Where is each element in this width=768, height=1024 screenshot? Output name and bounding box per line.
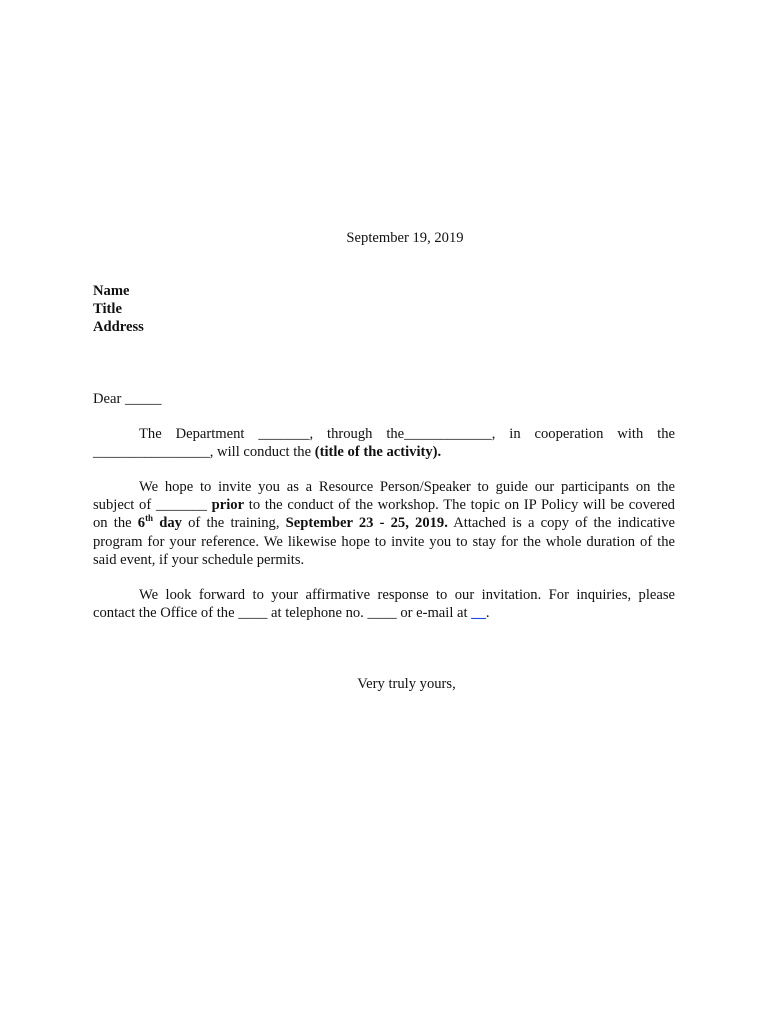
training-day-word: day bbox=[153, 515, 182, 532]
salutation: Dear _____ bbox=[93, 391, 162, 407]
training-dates: September 23 - 25, 2019. bbox=[285, 515, 448, 532]
email-link[interactable]: __ bbox=[471, 605, 486, 622]
training-day-suffix: th bbox=[145, 513, 154, 524]
paragraph-3-text-b: . bbox=[485, 605, 490, 622]
training-day bbox=[138, 515, 182, 531]
paragraph-3 bbox=[93, 586, 675, 622]
closing: Very truly yours, bbox=[357, 676, 456, 692]
activity-title-placeholder: (title of the activity). bbox=[314, 444, 442, 461]
letter-date: September 19, 2019 bbox=[346, 230, 464, 246]
paragraph-3-text-a: We look forward to your affirmative response to our invitation. For inquiries, please contact the Office of the ____ at telephone no. ____ or e-mail at bbox=[93, 587, 675, 622]
recipient-address: Address bbox=[93, 319, 144, 335]
paragraph-2-text-a: We hope to invite you as a Resource Person/Speaker to guide our participants on the subject of _______ bbox=[93, 479, 675, 514]
paragraph-2 bbox=[93, 478, 675, 569]
recipient-title: Title bbox=[93, 301, 122, 317]
paragraph-2-text-d: Attached is a copy of the indicative program for your reference. We likewise hope to invite you to stay for the whole duration of the said event, if your schedule permits. bbox=[93, 515, 676, 568]
recipient-name: Name bbox=[93, 283, 130, 299]
paragraph-1-text: The Department _______, through the____________, in cooperation with the ________________, will conduct the bbox=[93, 426, 675, 461]
prior-emphasis: prior bbox=[211, 497, 245, 514]
paragraph-1 bbox=[93, 425, 675, 461]
paragraph-2-text-c: of the training, bbox=[181, 515, 286, 532]
training-day-number: 6 bbox=[137, 515, 146, 532]
paragraph-2-text-b: to the conduct of the workshop. The topic on IP Policy will be covered on the bbox=[93, 497, 675, 532]
recipient-block bbox=[93, 282, 144, 336]
